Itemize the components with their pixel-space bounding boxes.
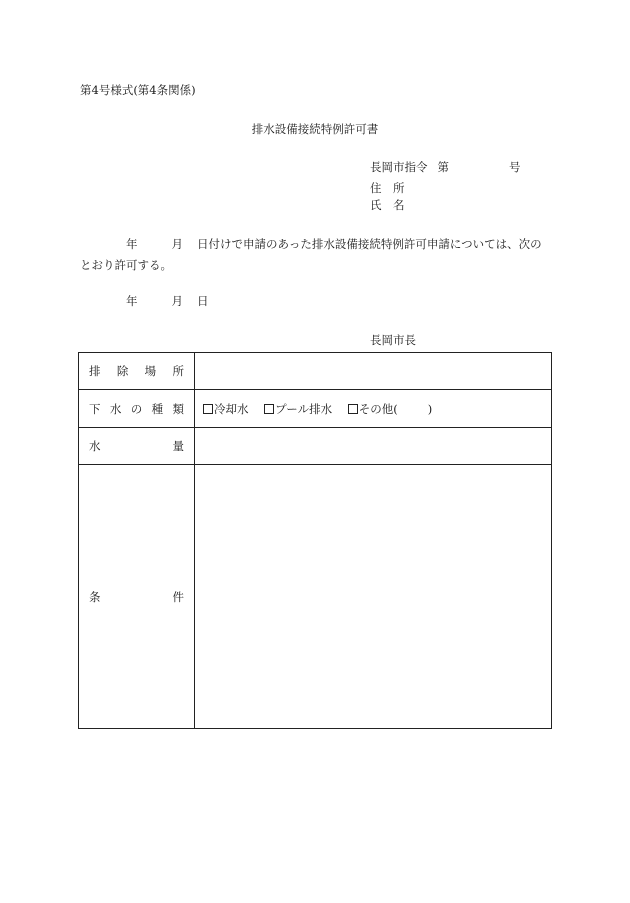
name-label: 氏 名 [370, 198, 405, 212]
label-char: 類 [172, 401, 184, 416]
option-pool-drainage[interactable] [264, 402, 332, 416]
issuer-mayor: 長岡市長 [370, 333, 416, 347]
issue-day: 日 [197, 294, 209, 308]
body-text-line-2: とおり許可する。 [80, 258, 172, 272]
label-char: 水 [89, 439, 101, 453]
other-close-paren: ) [427, 401, 433, 416]
label-char: 条 [89, 589, 101, 604]
label-char: の [130, 401, 143, 416]
label-char: 排 [89, 364, 101, 378]
body-sentence: 日付けで申請のあった排水設備接続特例許可申請については、次の [197, 237, 542, 251]
option-other[interactable] [348, 402, 433, 416]
table-row-conditions [79, 465, 552, 729]
conditions-value[interactable] [195, 465, 552, 729]
permit-dai: 第 [437, 160, 449, 174]
form-number: 第4号様式(第4条関係) [80, 83, 196, 97]
label-char: 下 [89, 401, 101, 416]
body-year: 年 [126, 237, 138, 251]
label-char: 量 [172, 439, 184, 453]
water-volume-label [79, 428, 195, 465]
option-cooling-water[interactable] [203, 402, 249, 416]
permit-prefix: 長岡市指令 [370, 160, 428, 174]
body-text-line-1 [126, 236, 542, 252]
checkbox-icon[interactable] [203, 404, 213, 414]
sewage-type-label [79, 390, 195, 428]
label-char: 種 [151, 401, 164, 416]
label-char: 所 [172, 364, 184, 378]
option-label: その他( [358, 401, 398, 416]
checkbox-icon[interactable] [264, 404, 274, 414]
table-row-sewage-type [79, 390, 552, 428]
issue-date [126, 293, 209, 309]
issue-year: 年 [126, 294, 138, 308]
address-label: 住 所 [370, 181, 405, 195]
checkbox-icon[interactable] [348, 404, 358, 414]
table-row-discharge-location [79, 353, 552, 390]
document-title: 排水設備接続特例許可書 [251, 122, 379, 136]
permit-details-table [78, 352, 552, 729]
label-char: 水 [109, 401, 122, 416]
permit-number-line [370, 159, 521, 175]
label-char: 件 [172, 589, 184, 604]
label-char: 除 [116, 364, 129, 378]
table-row-water-volume [79, 428, 552, 465]
label-char: 場 [144, 364, 157, 378]
option-label: プール排水 [275, 401, 333, 416]
discharge-location-label [79, 353, 195, 390]
discharge-location-value[interactable] [195, 353, 552, 390]
issue-month: 月 [171, 294, 183, 308]
conditions-label [79, 465, 195, 729]
option-label: 冷却水 [214, 401, 249, 416]
water-volume-value[interactable] [195, 428, 552, 465]
sewage-type-options [195, 390, 552, 428]
permit-go: 号 [509, 160, 521, 174]
body-month: 月 [171, 237, 183, 251]
